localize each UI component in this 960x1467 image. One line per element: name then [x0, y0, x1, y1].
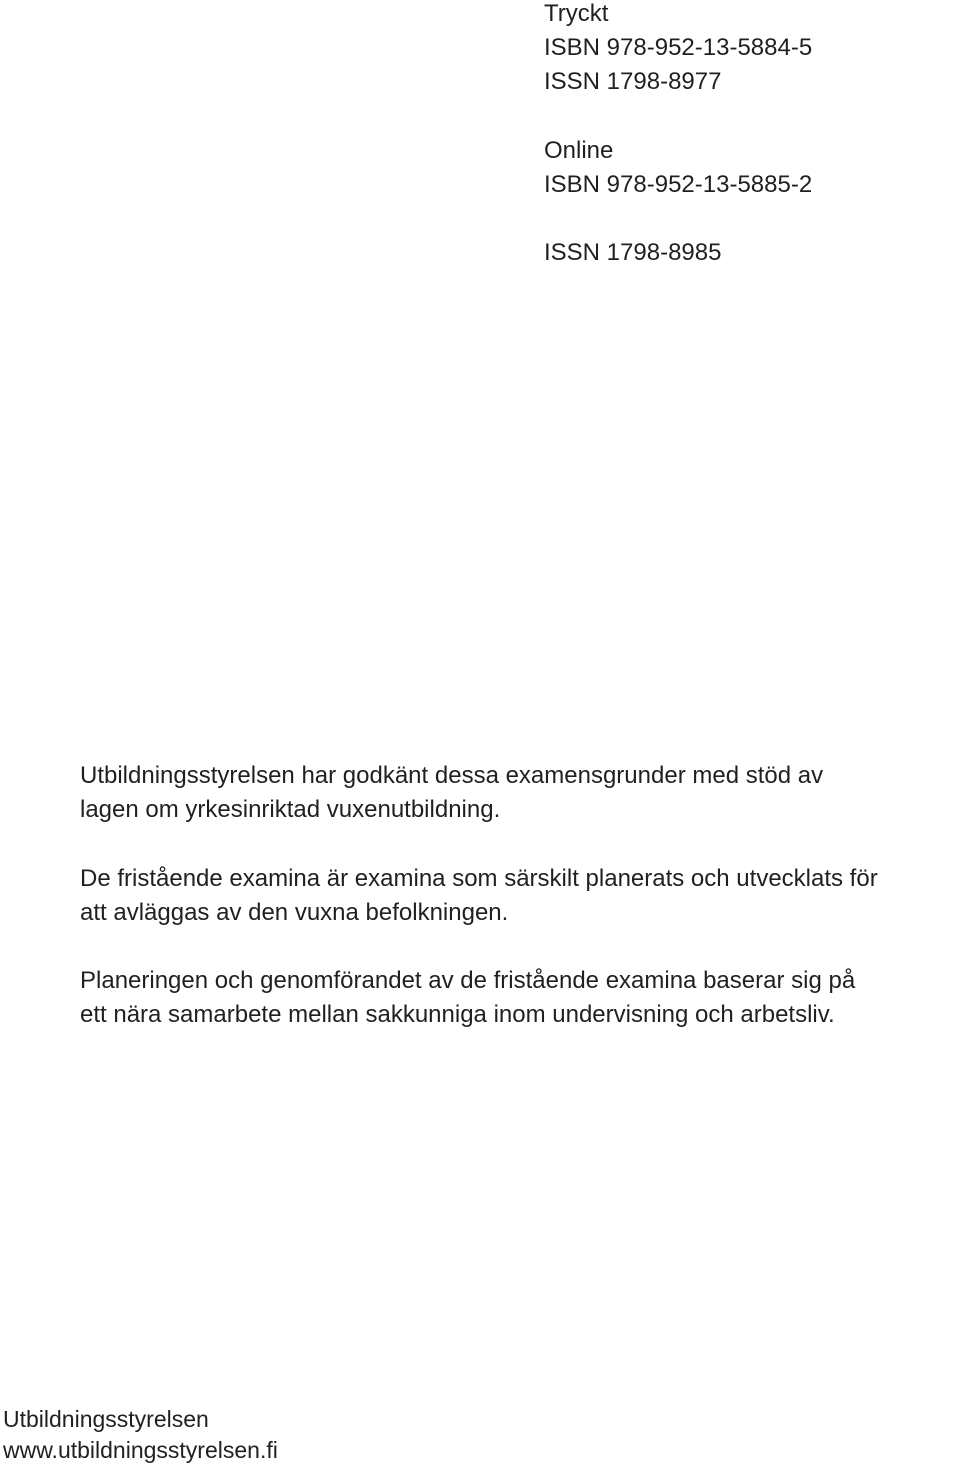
- online-isbn: ISBN 978-952-13-5885-2: [544, 171, 813, 198]
- paragraph-2-line-2: att avläggas av den vuxna befolkningen.: [80, 899, 509, 926]
- online-issn: ISSN 1798-8985: [544, 239, 722, 266]
- print-issn: ISSN 1798-8977: [544, 68, 722, 95]
- paragraph-3-line-2: ett nära samarbete mellan sakkunniga inom undervisning och arbetsliv.: [80, 1001, 835, 1028]
- paragraph-1-line-1: Utbildningsstyrelsen har godkänt dessa examensgrunder med stöd av: [80, 762, 824, 789]
- paragraph-2-line-1: De fristående examina är examina som särskilt planerats och utvecklats för: [80, 865, 878, 892]
- print-isbn: ISBN 978-952-13-5884-5: [544, 34, 813, 61]
- online-label: Online: [544, 137, 614, 164]
- publisher-name: Utbildningsstyrelsen: [3, 1406, 209, 1432]
- website-link[interactable]: www.utbildningsstyrelsen.fi: [3, 1437, 278, 1463]
- paragraph-3-line-1: Planeringen och genomförandet av de fristående examina baserar sig på: [80, 967, 856, 994]
- print-label: Tryckt: [544, 0, 609, 27]
- paragraph-1-line-2: lagen om yrkesinriktad vuxenutbildning.: [80, 796, 501, 823]
